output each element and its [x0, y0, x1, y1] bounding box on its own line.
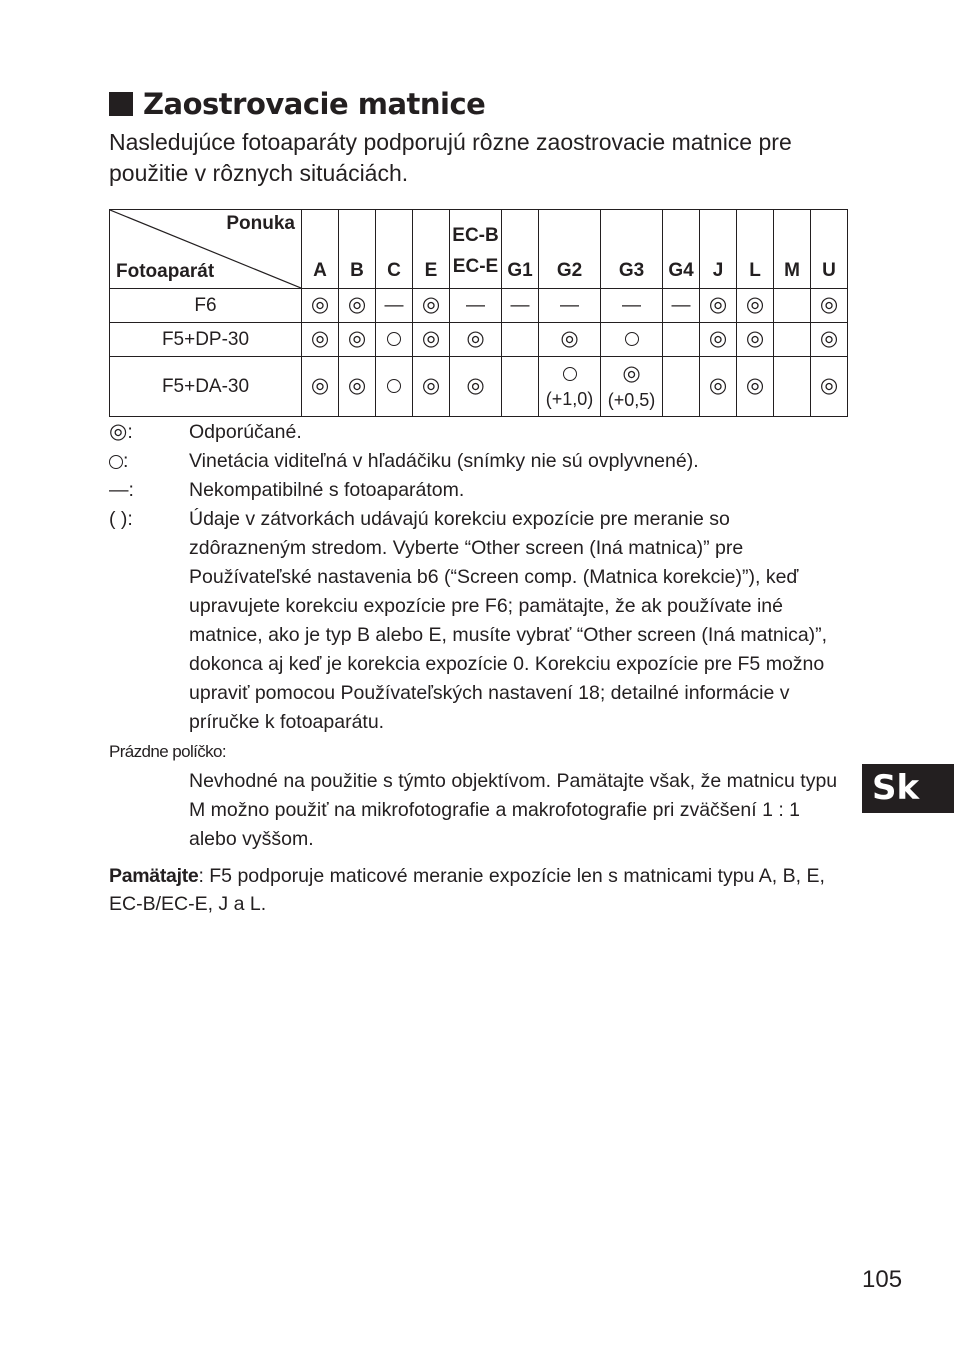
note-label: Pamätajte	[109, 865, 199, 887]
legend-item	[109, 505, 849, 737]
screen-cell	[737, 357, 774, 417]
screen-cell	[413, 357, 450, 417]
table-row	[110, 323, 848, 357]
screen-cell	[601, 289, 663, 323]
column-header: C	[376, 210, 413, 289]
screen-cell	[700, 323, 737, 357]
table-corner-cell	[110, 210, 302, 289]
dash-mark: —	[466, 294, 485, 316]
screen-cell	[302, 357, 339, 417]
legend-text: Údaje v zátvorkách udávajú korekciu expozície pre meranie so zdôrazneným stredom. Vyberte “Other screen (Iná matnica)” pre Používateľské nastavenia b6 (“Screen comp. (Matnica korekcie)”), keď upravujete korekciu expozície pre F6; pamätajte, že ak používate iné matnice, ako je typ B alebo E, musíte vybrať “Other screen (Iná matnica)”, dokonca aj keď je korekcia expozície 0. Korekciu expozície pre F5 možno upraviť pomocou Používateľských nastavení 18; detailné informácie v príručke k fotoaparátu.	[189, 508, 828, 733]
double-circle-icon: ◎	[310, 293, 330, 316]
double-circle-icon: ◎	[347, 374, 367, 397]
dash-mark: —	[560, 294, 579, 316]
camera-cell: F5+DP-30	[110, 323, 302, 357]
corner-menu-label: Ponuka	[226, 213, 295, 234]
double-circle-icon: ◎	[109, 420, 128, 443]
column-header: B	[339, 210, 376, 289]
double-circle-icon: ◎	[310, 327, 330, 350]
double-circle-icon: ◎	[421, 327, 441, 350]
legend	[109, 418, 849, 854]
double-circle-icon: ◎	[466, 374, 485, 397]
double-circle-icon: ◎	[708, 327, 728, 350]
double-circle-icon: ◎	[421, 293, 441, 316]
legend-text: Nekompatibilné s fotoaparátom.	[189, 479, 465, 501]
screen-cell	[450, 357, 502, 417]
screen-cell	[339, 323, 376, 357]
screen-cell	[811, 289, 848, 323]
exposure-compensation: (+0,5)	[607, 389, 656, 410]
double-circle-icon: ◎	[819, 374, 839, 397]
screen-cell	[774, 289, 811, 323]
legend-item	[109, 418, 849, 447]
dash-mark: —	[671, 294, 691, 316]
legend-key: :	[127, 421, 133, 443]
intro-paragraph: Nasledujúce fotoaparáty podporujú rôzne zaostrovacie matnice pre použitie v rôznych situáciách.	[109, 129, 792, 186]
corner-camera-label: Fotoaparát	[116, 261, 215, 282]
legend-item	[109, 476, 849, 505]
circle-icon	[387, 332, 401, 346]
screen-cell	[302, 323, 339, 357]
double-circle-icon: ◎	[708, 293, 728, 316]
screen-cell	[700, 357, 737, 417]
column-header: G4	[663, 210, 700, 289]
column-header: G1	[502, 210, 539, 289]
table-row	[110, 357, 848, 417]
legend-text: Odporúčané.	[189, 421, 302, 443]
screen-cell	[413, 323, 450, 357]
column-header: J	[700, 210, 737, 289]
legend-key: ( ):	[109, 508, 133, 530]
screen-cell	[601, 357, 663, 417]
column-header-ecb: EC-B	[452, 225, 499, 246]
screen-cell	[339, 357, 376, 417]
double-circle-icon: ◎	[745, 327, 765, 350]
empty-cell-text: Nevhodné na použitie s týmto objektívom. Pamätajte však, že matnicu typu M možno použiť na mikrofotografie a makrofotografie pri zväčšení 1 : 1 alebo vyššom.	[189, 770, 838, 850]
screen-cell	[339, 289, 376, 323]
dash-mark: —	[510, 294, 530, 316]
focusing-screens-table	[109, 209, 848, 417]
screen-cell	[539, 289, 601, 323]
screen-cell	[663, 357, 700, 417]
column-header: E	[413, 210, 450, 289]
double-circle-icon: ◎	[819, 327, 839, 350]
circle-icon	[109, 455, 123, 469]
column-header: G2	[539, 210, 601, 289]
screen-cell	[811, 357, 848, 417]
legend-item	[109, 447, 849, 476]
square-bullet-icon	[109, 92, 133, 116]
screen-cell	[376, 357, 413, 417]
circle-icon	[563, 367, 577, 381]
table-header-row	[110, 210, 848, 289]
column-header: U	[811, 210, 848, 289]
screen-cell	[302, 289, 339, 323]
double-circle-icon: ◎	[745, 374, 765, 397]
section-title-text: Zaostrovacie matnice	[143, 87, 486, 121]
screen-cell	[450, 289, 502, 323]
note-paragraph	[109, 862, 849, 918]
column-header: A	[302, 210, 339, 289]
circle-icon	[387, 379, 401, 393]
screen-cell	[413, 289, 450, 323]
dash-mark: —	[622, 294, 641, 316]
double-circle-icon: ◎	[622, 361, 641, 385]
double-circle-icon: ◎	[819, 293, 839, 316]
column-header: L	[737, 210, 774, 289]
double-circle-icon: ◎	[421, 374, 441, 397]
screen-cell	[700, 289, 737, 323]
screen-cell	[601, 323, 663, 357]
empty-cell-label: Prázdne políčko:	[109, 742, 227, 761]
camera-cell: F6	[110, 289, 302, 323]
double-circle-icon: ◎	[708, 374, 728, 397]
double-circle-icon: ◎	[347, 327, 367, 350]
screen-cell	[502, 357, 539, 417]
screen-cell	[376, 289, 413, 323]
screen-cell	[539, 323, 601, 357]
column-header: M	[774, 210, 811, 289]
double-circle-icon: ◎	[347, 293, 367, 316]
column-header-ece: EC-E	[452, 256, 499, 277]
language-tab: Sk	[862, 764, 954, 813]
screen-cell	[502, 289, 539, 323]
double-circle-icon: ◎	[466, 327, 485, 350]
note-text: : F5 podporuje maticové meranie expozície len s matnicami typu A, B, E, EC-B/EC-E, J a L.	[109, 865, 825, 915]
screen-cell	[663, 289, 700, 323]
screen-cell	[502, 323, 539, 357]
screen-cell	[774, 323, 811, 357]
screen-cell	[811, 323, 848, 357]
screen-cell	[663, 323, 700, 357]
double-circle-icon: ◎	[745, 293, 765, 316]
legend-key: :	[123, 450, 129, 472]
screen-cell	[737, 289, 774, 323]
table-row	[110, 289, 848, 323]
legend-key: —:	[109, 479, 134, 501]
screen-cell	[737, 323, 774, 357]
column-header: G3	[601, 210, 663, 289]
exposure-compensation: (+1,0)	[545, 389, 594, 409]
column-header	[450, 210, 502, 289]
legend-text: Vinetácia viditeľná v hľadáčiku (snímky nie sú ovplyvnené).	[189, 450, 699, 472]
screen-cell	[450, 323, 502, 357]
screen-cell	[539, 357, 601, 417]
double-circle-icon: ◎	[560, 327, 579, 350]
dash-mark: —	[384, 294, 404, 316]
section-title	[109, 84, 485, 124]
page-number: 105	[862, 1266, 903, 1293]
screen-cell	[376, 323, 413, 357]
camera-cell: F5+DA-30	[110, 357, 302, 417]
double-circle-icon: ◎	[310, 374, 330, 397]
circle-icon	[625, 332, 639, 346]
screen-cell	[774, 357, 811, 417]
